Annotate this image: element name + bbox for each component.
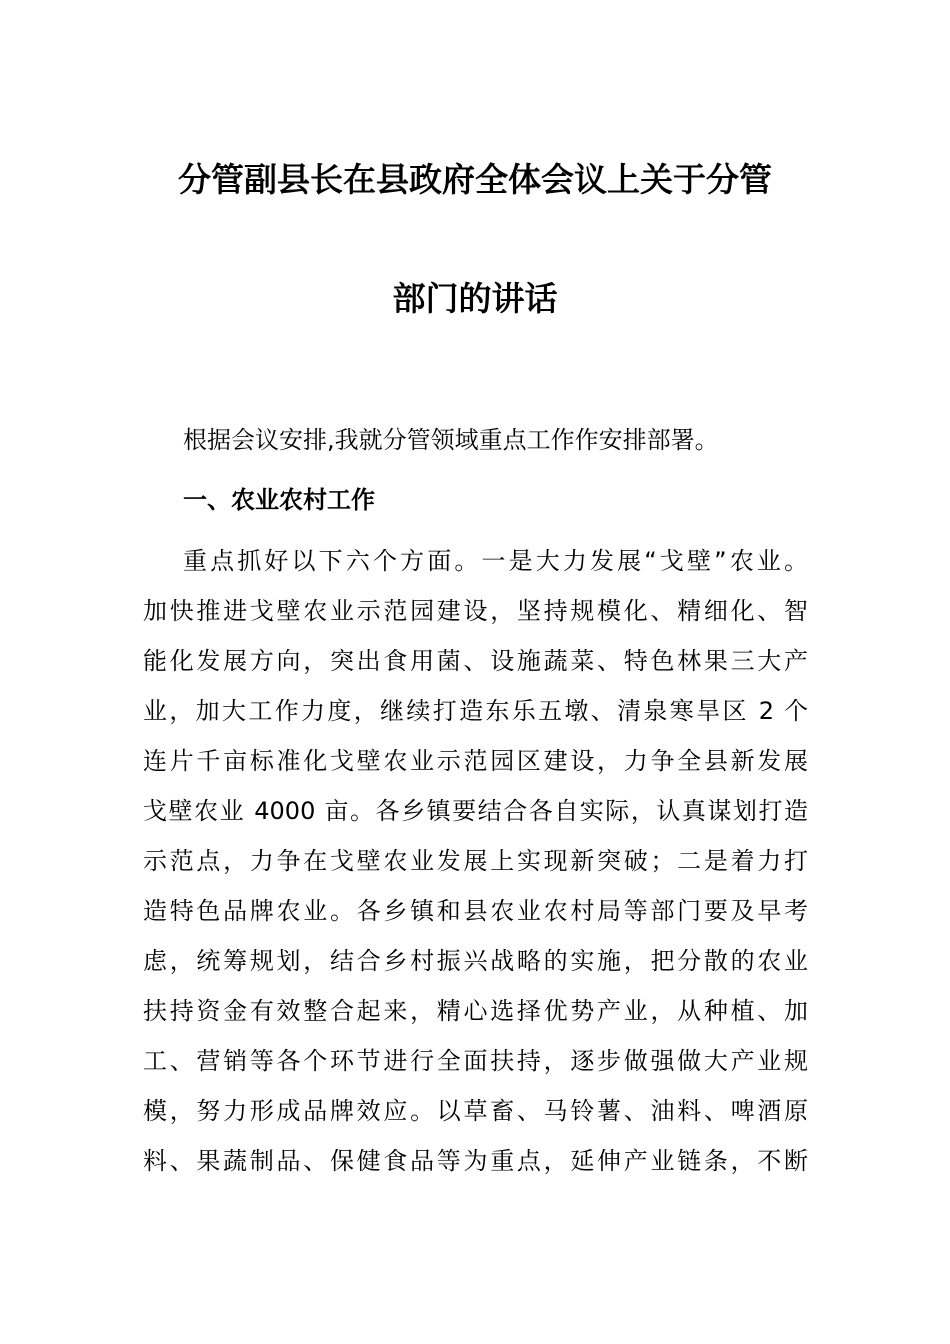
body-line: 加快推进戈壁农业示范园建设，坚持规模化、精细化、智 <box>143 597 808 625</box>
body-line: 工、营销等各个环节进行全面扶持，逐步做强做大产业规 <box>143 1047 808 1075</box>
body-line: 戈壁农业 4000 亩。各乡镇要结合各自实际，认真谋划打造 <box>143 797 808 825</box>
body-line: 连片千亩标准化戈壁农业示范园区建设，力争全县新发展 <box>143 747 808 775</box>
body-line: 扶持资金有效整合起来，精心选择优势产业，从种植、加 <box>143 997 808 1025</box>
body-line: 造特色品牌农业。各乡镇和县农业农村局等部门要及早考 <box>143 897 808 925</box>
body-line: 能化发展方向，突出食用菌、设施蔬菜、特色林果三大产 <box>143 647 808 675</box>
body-line: 业，加大工作力度，继续打造东乐五墩、清泉寒旱区 2 个 <box>143 697 808 725</box>
section-heading: 一、农业农村工作 <box>183 486 375 514</box>
intro-paragraph: 根据会议安排,我就分管领域重点工作作安排部署。 <box>183 426 719 454</box>
body-line: 料、果蔬制品、保健食品等为重点，延伸产业链条，不断 <box>143 1147 808 1175</box>
body-line: 示范点，力争在戈壁农业发展上实现新突破；二是着力打 <box>143 847 808 875</box>
document-title-line-1: 分管副县长在县政府全体会议上关于分管 <box>178 160 772 199</box>
body-line: 重点抓好以下六个方面。一是大力发展“戈壁”农业。 <box>183 547 808 575</box>
body-line: 模，努力形成品牌效应。以草畜、马铃薯、油料、啤酒原 <box>143 1097 808 1125</box>
document-title-line-2: 部门的讲话 <box>392 279 558 318</box>
body-line: 虑，统筹规划，结合乡村振兴战略的实施，把分散的农业 <box>143 947 808 975</box>
